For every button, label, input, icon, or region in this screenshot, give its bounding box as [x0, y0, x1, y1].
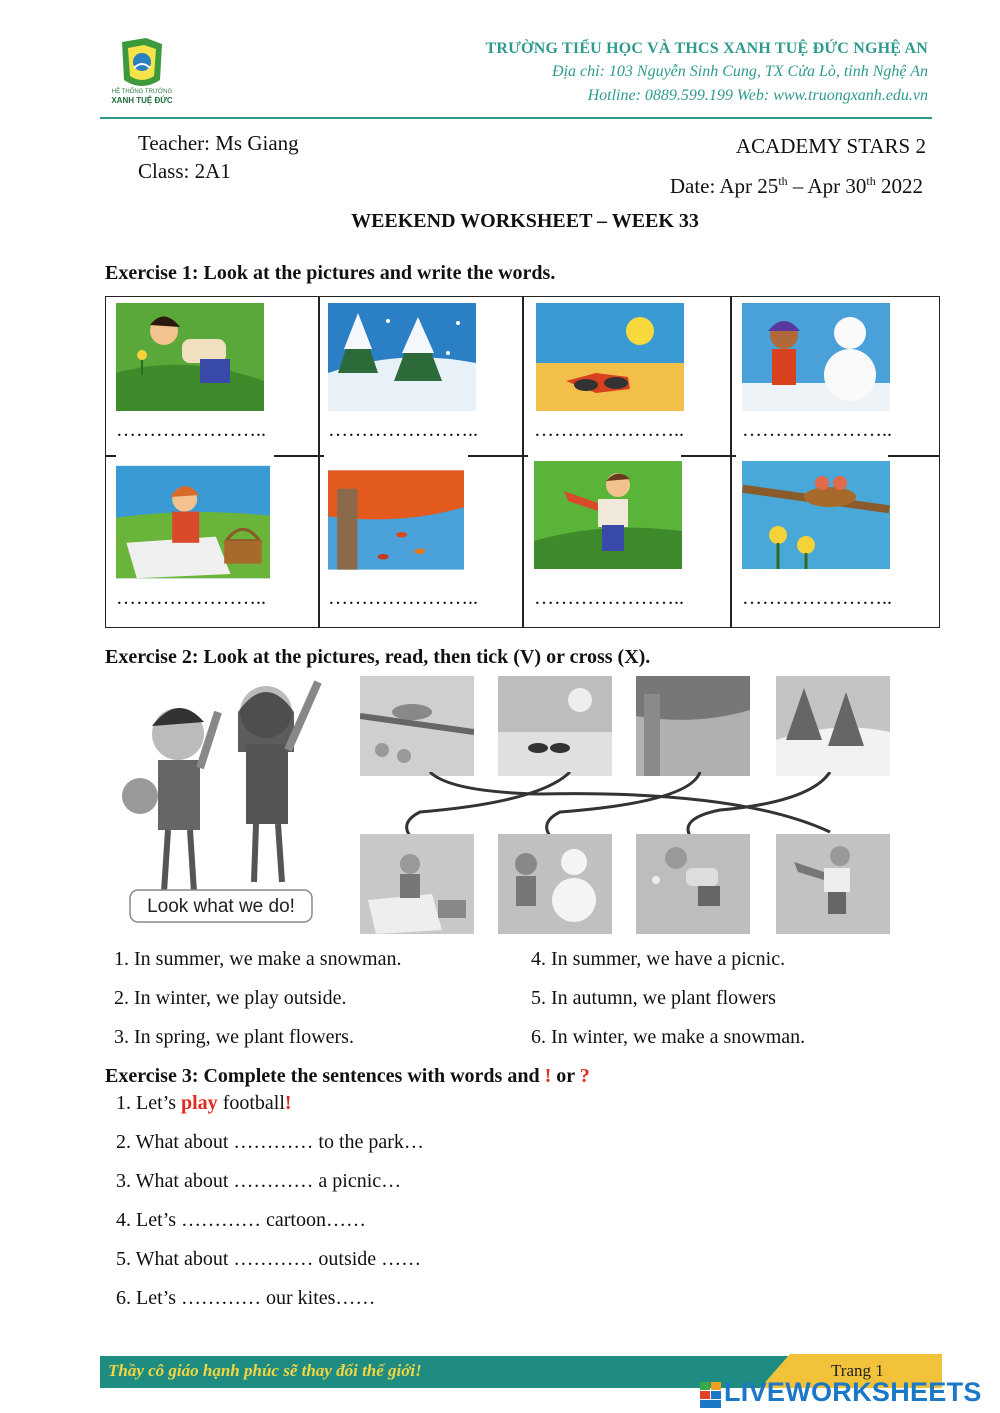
logo-line1: HỆ THỐNG TRƯỜNG	[111, 89, 173, 95]
logo-line2: XANH TUỆ ĐỨC	[111, 96, 173, 105]
gray-picture-snowman	[498, 834, 612, 934]
school-address: Địa chỉ: 103 Nguyễn Sinh Cung, TX Cửa Lò, tỉnh Nghệ An	[552, 63, 928, 80]
picture-autumn-tree-leaves	[328, 461, 464, 579]
liveworksheets-brand[interactable]: LIVEWORKSHEETS	[724, 1377, 982, 1407]
answer-8[interactable]: …………………..	[742, 587, 892, 609]
gray-picture-birds-nest	[360, 676, 474, 776]
picture-boy-running-windy	[534, 461, 682, 569]
statement-4: 4. In summer, we have a picnic.	[531, 948, 786, 970]
header-rule	[100, 117, 932, 119]
statement-5: 5. In autumn, we plant flowers	[531, 987, 776, 1009]
picture-girl-planting-flower	[116, 303, 264, 411]
answer-3[interactable]: …………………..	[534, 419, 684, 441]
liveworksheets-icon	[700, 1380, 722, 1410]
exercise1-title: Exercise 1: Look at the pictures and write the words.	[105, 262, 556, 284]
exercise2-title: Exercise 2: Look at the pictures, read, then tick (V) or cross (X).	[105, 646, 651, 668]
sentence-6[interactable]: 6. Let’s ………… our kites……	[116, 1287, 376, 1309]
answer-5[interactable]: …………………..	[116, 587, 266, 609]
statement-2: 2. In winter, we play outside.	[114, 987, 347, 1009]
answer-2[interactable]: …………………..	[328, 419, 478, 441]
teacher-name: Teacher: Ms Giang	[138, 131, 299, 155]
gray-picture-girl-planting	[636, 834, 750, 934]
statement-6: 6. In winter, we make a snowman.	[531, 1026, 806, 1048]
gray-picture-snowy-trees	[774, 676, 892, 776]
page-number: Trang 1	[831, 1361, 884, 1380]
picture-two-children	[118, 672, 338, 930]
class-name: Class: 2A1	[138, 159, 231, 183]
exercise1-grid	[105, 296, 940, 628]
footer-slogan: Thầy cô giáo hạnh phúc sẽ thay đổi thế giới!	[108, 1361, 422, 1380]
picture-birds-nest-flowers	[742, 461, 890, 569]
picture-girl-picnic	[116, 461, 270, 583]
gray-picture-autumn-tree	[636, 676, 750, 776]
picture-sunglasses-beach	[536, 303, 684, 411]
sentence-3[interactable]: 3. What about ………… a picnic…	[116, 1170, 402, 1192]
matching-lines	[360, 772, 892, 836]
answer-6[interactable]: …………………..	[328, 587, 478, 609]
answer-7[interactable]: …………………..	[534, 587, 684, 609]
school-name: TRƯỜNG TIỂU HỌC VÀ THCS XANH TUỆ ĐỨC NGHỆ AN	[485, 40, 928, 57]
exercise3-title: Exercise 3: Complete the sentences with words and ! or ?	[105, 1065, 590, 1087]
sentence-5[interactable]: 5. What about ………… outside ……	[116, 1248, 422, 1270]
school-logo	[100, 36, 184, 112]
sentence-2[interactable]: 2. What about ………… to the park…	[116, 1131, 424, 1153]
statement-3: 3. In spring, we plant flowers.	[114, 1026, 354, 1048]
answer-1[interactable]: …………………..	[116, 419, 266, 441]
speech-bubble-text: Look what we do!	[147, 896, 295, 917]
picture-child-building-snowman	[742, 303, 890, 411]
gray-picture-boy-running	[774, 834, 892, 934]
worksheet-title: WEEKEND WORKSHEET – WEEK 33	[351, 210, 699, 232]
answer-4[interactable]: …………………..	[742, 419, 892, 441]
gray-picture-sunglasses	[498, 676, 612, 776]
sentence-4[interactable]: 4. Let’s ………… cartoon……	[116, 1209, 366, 1231]
school-hotline: Hotline: 0889.599.199 Web: www.truongxanh.edu.vn	[587, 87, 928, 104]
course-name: ACADEMY STARS 2	[735, 134, 926, 158]
statement-1: 1. In summer, we make a snowman.	[114, 948, 402, 970]
picture-snowy-trees	[328, 303, 476, 411]
date-range: Date: Apr 25th – Apr 30th 2022	[669, 174, 923, 198]
gray-picture-girl-picnic	[360, 834, 474, 934]
sentence-1: 1. Let’s play football!	[116, 1092, 292, 1114]
